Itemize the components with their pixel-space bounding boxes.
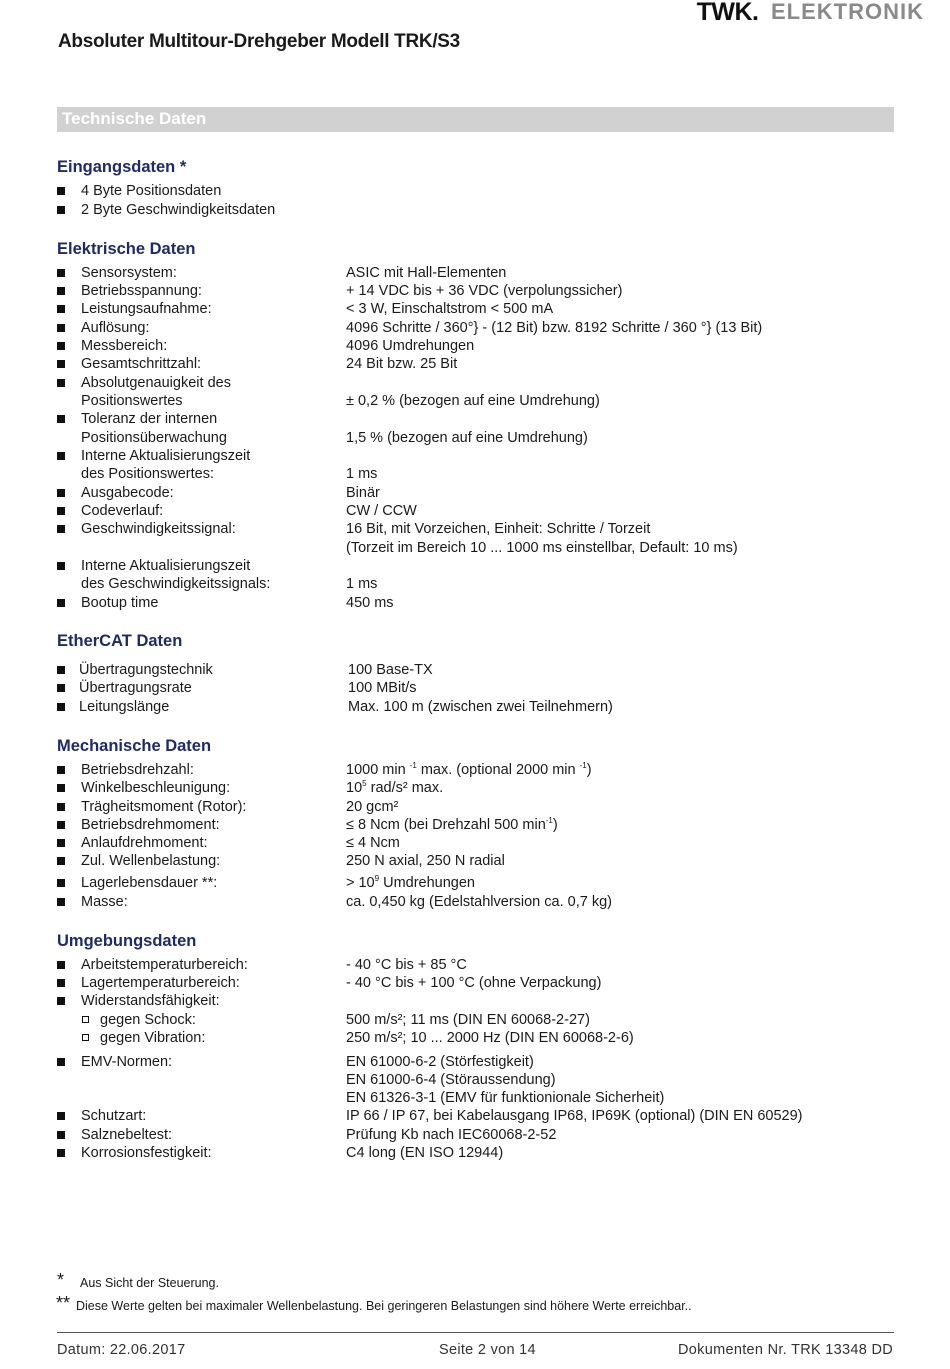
superscript: -1 <box>579 761 587 770</box>
bullet-icon <box>57 287 65 295</box>
checkbox-square-icon <box>82 1016 89 1023</box>
spec-label: Interne Aktualisierungszeit <box>81 558 251 574</box>
value-part: ≤ 8 Ncm (bei Drehzahl 500 min <box>346 817 546 833</box>
bullet-icon <box>57 206 65 214</box>
bullet-icon <box>57 821 65 829</box>
spec-label: Sensorsystem: <box>81 265 177 281</box>
spec-label: Gesamtschrittzahl: <box>81 356 202 372</box>
bullet-icon <box>57 187 65 195</box>
spec-value: 250 N axial, 250 N radial <box>346 853 505 869</box>
spec-label: Winkelbeschleunigung: <box>81 780 231 796</box>
section-bar <box>57 107 894 132</box>
spec-value: 1 ms <box>346 576 378 592</box>
spec-label: Anlaufdrehmoment: <box>81 835 208 851</box>
spec-label: Zul. Wellenbelastung: <box>81 853 221 869</box>
spec-value: C4 long (EN ISO 12944) <box>346 1145 504 1161</box>
spec-value: 4096 Umdrehungen <box>346 338 475 354</box>
spec-label: EMV-Normen: <box>81 1054 173 1070</box>
spec-value: 450 ms <box>346 595 394 611</box>
logo-elektronik: ELEKTRONIK <box>771 0 924 24</box>
bullet-icon <box>57 703 65 711</box>
superscript: -1 <box>545 816 553 825</box>
bullet-icon <box>57 766 65 774</box>
bullet-icon <box>57 684 65 692</box>
spec-label: Bootup time <box>81 595 159 611</box>
spec-label: Übertragungstechnik <box>79 662 213 678</box>
bullet-icon <box>57 839 65 847</box>
spec-value: ± 0,2 % (bezogen auf eine Umdrehung) <box>346 393 600 409</box>
bullet-icon <box>57 305 65 313</box>
spec-value: EN 61000-6-4 (Störaussendung) <box>346 1072 556 1088</box>
spec-label: Korrosionsfestigkeit: <box>81 1145 212 1161</box>
spec-value: (Torzeit im Bereich 10 ... 1000 ms einstellbar, Default: 10 ms) <box>346 540 738 556</box>
superscript: 5 <box>362 779 367 788</box>
bullet-icon <box>57 342 65 350</box>
spec-label: Salznebeltest: <box>81 1127 173 1143</box>
spec-label: Leistungsaufnahme: <box>81 301 212 317</box>
bullet-icon <box>57 784 65 792</box>
bullet-icon <box>57 415 65 423</box>
spec-label: Lagertemperaturbereich: <box>81 975 240 991</box>
spec-label: Absolutgenauigkeit des <box>81 375 231 391</box>
spec-label: des Geschwindigkeitssignals: <box>81 576 271 592</box>
spec-value <box>346 761 592 779</box>
spec-value: 16 Bit, mit Vorzeichen, Einheit: Schritte / Torzeit <box>346 521 651 537</box>
spec-value: 100 Base-TX <box>348 662 433 678</box>
spec-label: gegen Schock: <box>100 1012 196 1028</box>
spec-value: - 40 °C bis + 100 °C (ohne Verpackung) <box>346 975 602 991</box>
footer-document-number: Dokumenten Nr. TRK 13348 DD <box>678 1342 893 1358</box>
bullet-icon <box>57 562 65 570</box>
spec-value: Prüfung Kb nach IEC60068-2-52 <box>346 1127 557 1143</box>
bullet-icon <box>57 269 65 277</box>
footer-divider <box>57 1332 894 1333</box>
value-part: ) <box>552 817 558 833</box>
spec-label: Ausgabecode: <box>81 485 174 501</box>
spec-value: 20 gcm² <box>346 799 399 815</box>
bullet-icon <box>57 489 65 497</box>
spec-value: - 40 °C bis + 85 °C <box>346 957 467 973</box>
spec-label: Lagerlebensdauer **: <box>81 875 218 891</box>
spec-label: Betriebsspannung: <box>81 283 202 299</box>
value-part: Umdrehungen <box>379 875 475 891</box>
spec-label: Übertragungsrate <box>79 680 192 696</box>
spec-label: Messbereich: <box>81 338 168 354</box>
footer-page-number: Seite 2 von 14 <box>439 1342 536 1358</box>
bullet-icon <box>57 961 65 969</box>
spec-value: ca. 0,450 kg (Edelstahlversion ca. 0,7 kg) <box>346 894 612 910</box>
superscript: 9 <box>374 874 380 883</box>
value-part: rad/s² max. <box>366 780 444 796</box>
value-part: max. (optional 2000 min <box>416 762 580 778</box>
heading-elektrische-daten: Elektrische Daten <box>57 240 196 258</box>
item-label: 2 Byte Geschwindigkeitsdaten <box>81 202 276 218</box>
bullet-icon <box>57 1131 65 1139</box>
bullet-icon <box>57 898 65 906</box>
spec-value <box>346 779 443 797</box>
spec-value: 100 MBit/s <box>348 680 417 696</box>
spec-value: Max. 100 m (zwischen zwei Teilnehmern) <box>348 699 613 715</box>
spec-label: Toleranz der internen <box>81 411 218 427</box>
spec-label: Codeverlauf: <box>81 503 164 519</box>
logo-twk: TWK <box>696 0 753 26</box>
spec-value: 1,5 % (bezogen auf eine Umdrehung) <box>346 430 588 446</box>
spec-label: Positionsüberwachung <box>81 430 227 446</box>
bullet-icon <box>57 879 65 887</box>
heading-umgebungsdaten: Umgebungsdaten <box>57 932 197 950</box>
spec-value: IP 66 / IP 67, bei Kabelausgang IP68, IP69K (optional) (DIN EN 60529) <box>346 1108 803 1124</box>
spec-value: + 14 VDC bis + 36 VDC (verpolungssicher) <box>346 283 623 299</box>
value-part: 1000 min <box>346 762 406 778</box>
bullet-icon <box>57 507 65 515</box>
spec-label: Masse: <box>81 894 128 910</box>
bullet-icon <box>57 452 65 460</box>
spec-value: 500 m/s²; 11 ms (DIN EN 60068-2-27) <box>346 1012 590 1028</box>
spec-label: Auflösung: <box>81 320 150 336</box>
spec-label: Leitungslänge <box>79 699 170 715</box>
logo-dot: . <box>752 0 759 26</box>
spec-value: 4096 Schritte / 360°} - (12 Bit) bzw. 8192 Schritte / 360 °} (13 Bit) <box>346 320 763 336</box>
spec-value: CW / CCW <box>346 503 417 519</box>
bullet-icon <box>57 997 65 1005</box>
spec-value: 24 Bit bzw. 25 Bit <box>346 356 458 372</box>
footer-date: Datum: 22.06.2017 <box>57 1342 186 1358</box>
bullet-icon <box>57 525 65 533</box>
footnote-marker: * <box>57 1270 65 1290</box>
spec-label: Widerstandsfähigkeit: <box>81 993 220 1009</box>
spec-label: Betriebsdrehmoment: <box>81 817 220 833</box>
bullet-icon <box>57 1112 65 1120</box>
spec-value <box>346 816 558 834</box>
footnote-text: Diese Werte gelten bei maximaler Wellenbelastung. Bei geringeren Belastungen sind höhere Werte erreichbar.. <box>76 1299 692 1313</box>
checkbox-square-icon <box>82 1034 89 1041</box>
spec-label: Arbeitstemperaturbereich: <box>81 957 248 973</box>
document-title: Absoluter Multitour-Drehgeber Modell TRK/S3 <box>58 31 460 52</box>
bullet-icon <box>57 857 65 865</box>
footnote-marker: ** <box>56 1293 71 1313</box>
spec-value: EN 61326-3-1 (EMV für funktionionale Sicherheit) <box>346 1090 665 1106</box>
spec-label: Schutzart: <box>81 1108 147 1124</box>
company-logo <box>697 0 924 24</box>
value-part: ) <box>586 762 592 778</box>
heading-ethercat-daten: EtherCAT Daten <box>57 632 183 650</box>
spec-value: ≤ 4 Ncm <box>346 835 400 851</box>
spec-label: Trägheitsmoment (Rotor): <box>81 799 247 815</box>
spec-value <box>346 874 475 892</box>
spec-label: gegen Vibration: <box>100 1030 206 1046</box>
bullet-icon <box>57 1149 65 1157</box>
superscript: -1 <box>409 761 417 770</box>
spec-label: Geschwindigkeitssignal: <box>81 521 236 537</box>
bullet-icon <box>57 379 65 387</box>
spec-label: des Positionswertes: <box>81 466 214 482</box>
bullet-icon <box>57 979 65 987</box>
bullet-icon <box>57 1058 65 1066</box>
item-label: 4 Byte Positionsdaten <box>81 183 222 199</box>
value-part: > 10 <box>346 875 375 891</box>
spec-label: Interne Aktualisierungszeit <box>81 448 251 464</box>
spec-value: < 3 W, Einschaltstrom < 500 mA <box>346 301 554 317</box>
bullet-icon <box>57 666 65 674</box>
spec-value: ASIC mit Hall-Elementen <box>346 265 507 281</box>
spec-value: EN 61000-6-2 (Störfestigkeit) <box>346 1054 534 1070</box>
spec-value: 1 ms <box>346 466 378 482</box>
bullet-icon <box>57 803 65 811</box>
bullet-icon <box>57 360 65 368</box>
footnote-text: Aus Sicht der Steuerung. <box>80 1276 219 1290</box>
spec-value: 250 m/s²; 10 ... 2000 Hz (DIN EN 60068-2-6) <box>346 1030 634 1046</box>
bullet-icon <box>57 599 65 607</box>
spec-value: Binär <box>346 485 380 501</box>
value-part: 10 <box>346 780 363 796</box>
spec-label: Positionswertes <box>81 393 183 409</box>
section-title: Technische Daten <box>62 109 207 128</box>
spec-label: Betriebsdrehzahl: <box>81 762 194 778</box>
heading-mechanische-daten: Mechanische Daten <box>57 737 212 755</box>
heading-eingangsdaten: Eingangsdaten * <box>57 158 187 176</box>
bullet-icon <box>57 324 65 332</box>
